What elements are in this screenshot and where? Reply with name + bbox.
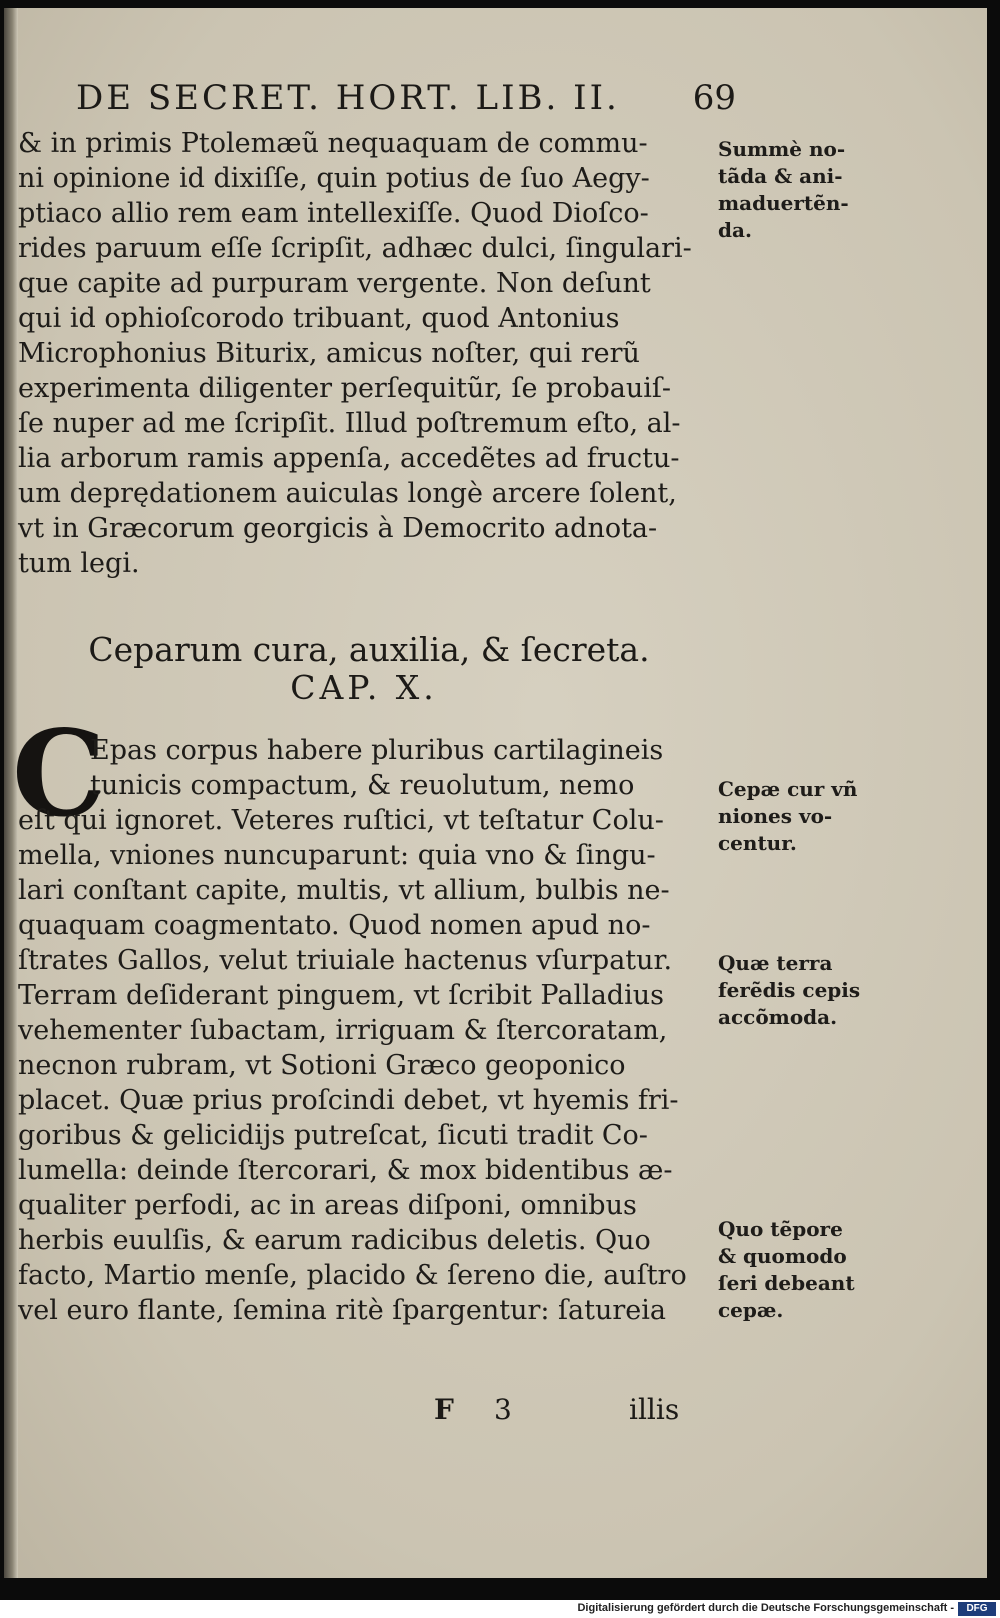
text-line: lia arborum ramis appenſa, accedẽtes ad fructu- (18, 443, 680, 474)
margin-note-line: da. (718, 218, 752, 242)
section-heading: Ceparum cura, auxilia, & ſecreta. (88, 630, 650, 669)
text-line: placet. Quæ prius proſcindi debet, vt hyemis fri- (18, 1085, 679, 1116)
text-line: lumella: deinde ſtercorari, & mox bidentibus æ- (18, 1155, 673, 1186)
drop-cap-initial: C (12, 704, 106, 843)
margin-note-summe (718, 136, 878, 244)
text-line: Epas corpus habere pluribus cartilagineis (90, 735, 664, 766)
text-line: quaquam coagmentato. Quod nomen apud no- (18, 910, 651, 941)
text-line: lari conſtant capite, multis, vt allium, bulbis ne- (18, 875, 670, 906)
margin-note-line: tãda & ani- (718, 164, 843, 188)
signature-mark: F (434, 1393, 454, 1426)
text-line: qui id ophioſcorodo tribuant, quod Antonius (18, 303, 620, 334)
text-line: goribus & gelicidijs putreſcat, ſicuti tradit Co- (18, 1120, 648, 1151)
margin-note-line: Cepæ cur vñ (718, 777, 858, 801)
margin-note-line: ſeri debeant (718, 1271, 855, 1295)
margin-note-line: cepæ. (718, 1298, 784, 1322)
text-line: rides paruum eſſe ſcripſit, adhæc dulci, ſingulari- (18, 233, 692, 264)
text-line: Microphonius Biturix, amicus noſter, qui rerũ (18, 338, 640, 369)
text-line: mella, vniones nuncuparunt: quia vno & ſingu- (18, 840, 656, 871)
margin-note-quo-tempore (718, 1216, 878, 1324)
text-line: vehementer ſubactam, irriguam & ſtercoratam, (18, 1015, 668, 1046)
text-line: tunicis compactum, & reuolutum, nemo (90, 770, 635, 801)
text-line: necnon rubram, vt Sotioni Græco geoponico (18, 1050, 626, 1081)
dfg-logo: DFG (958, 1602, 996, 1616)
running-head-title: DE SECRET. HORT. LIB. II. (76, 78, 620, 118)
chapter-number: CAP. X. (290, 668, 438, 707)
text-line: um deprędationem auiculas longè arcere ſolent, (18, 478, 677, 509)
margin-note-line: Quo tẽpore (718, 1217, 843, 1241)
margin-note-line: maduertẽn- (718, 191, 849, 215)
margin-note-line: niones vo- (718, 804, 833, 828)
text-line: vel euro flante, ſemina ritè ſpargentur: ſatureia (18, 1295, 666, 1326)
text-line: ſe nuper ad me ſcripſit. Illud poſtremum eſto, al- (18, 408, 681, 439)
text-line: ptiaco allio rem eam intellexiſſe. Quod Dioſco- (18, 198, 649, 229)
margin-note-line: ferẽdis cepis (718, 978, 861, 1002)
margin-note-quae-terra (718, 950, 878, 1031)
signature-number: 3 (494, 1393, 512, 1426)
page-number: 69 (692, 78, 736, 118)
digitization-credit: Digitalisierung gefördert durch die Deutsche Forschungsgemeinschaft - (577, 1602, 954, 1614)
credit-footer (0, 1600, 1000, 1618)
book-page (4, 8, 987, 1578)
text-line: experimenta diligenter perſequitũr, ſe probauiſ- (18, 373, 671, 404)
text-line: ſtrates Gallos, velut triuiale hactenus vſurpatur. (18, 945, 673, 976)
text-line: herbis euulſis, & earum radicibus deletis. Quo (18, 1225, 651, 1256)
catchword: illis (629, 1393, 680, 1426)
text-line: ni opinione id dixiſſe, quin potius de ſuo Aegy- (18, 163, 650, 194)
text-line: Terram deſiderant pinguem, vt ſcribit Palladius (18, 980, 664, 1011)
text-line: eſt qui ignoret. Veteres ruſtici, vt teſtatur Colu- (18, 805, 664, 836)
text-line: & in primis Ptolemæũ nequaquam de commu- (18, 128, 648, 159)
text-line: facto, Martio menſe, placido & ſereno die, auſtro (18, 1260, 687, 1291)
text-line: vt in Græcorum georgicis à Democrito adnota- (18, 513, 658, 544)
text-line: tum legi. (18, 548, 140, 579)
margin-note-line: & quomodo (718, 1244, 847, 1268)
text-line: que capite ad purpuram vergente. Non deſunt (18, 268, 651, 299)
margin-note-cepae-cur (718, 776, 878, 857)
margin-note-line: centur. (718, 831, 797, 855)
running-head (76, 78, 736, 128)
margin-note-line: accõmoda. (718, 1005, 838, 1029)
margin-note-line: Summè no- (718, 137, 846, 161)
margin-note-line: Quæ terra (718, 951, 833, 975)
text-line: qualiter perfodi, ac in areas diſponi, omnibus (18, 1190, 637, 1221)
